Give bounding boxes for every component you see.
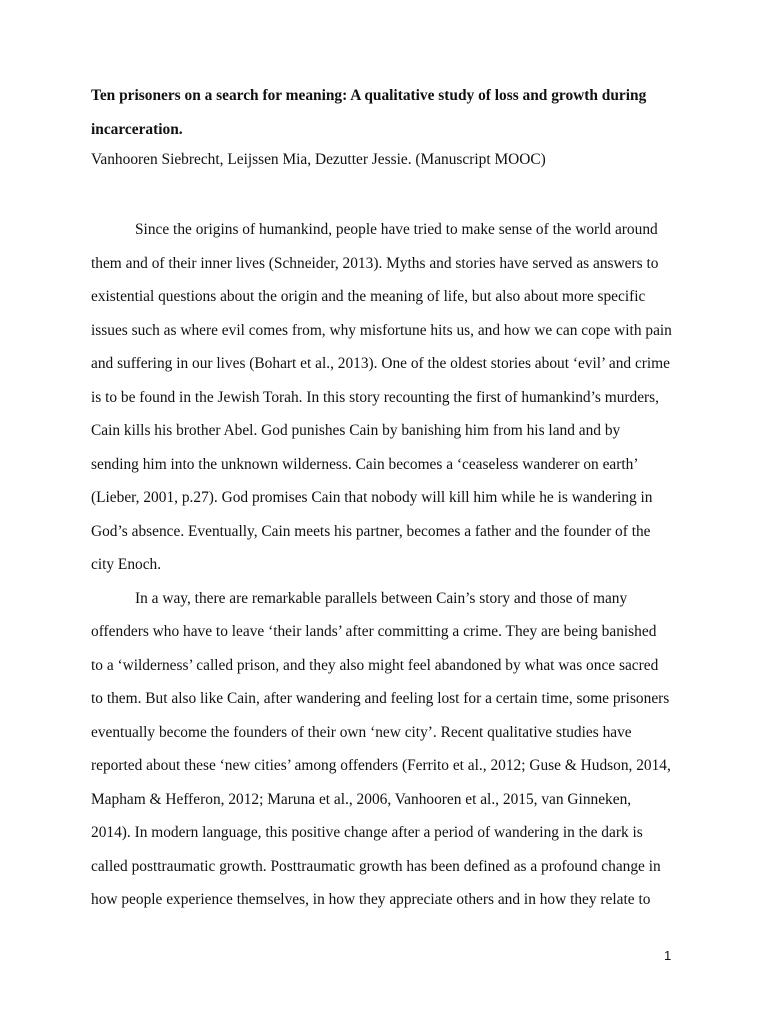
paragraph-2-line: how people experience themselves, in how they appreciate others and in how they relate to — [91, 891, 651, 908]
paragraph-2-line: In a way, there are remarkable parallels between Cain’s story and those of many — [135, 589, 628, 607]
paragraph-1-line: sending him into the unknown wilderness. Cain becomes a ‘ceaseless wanderer on earth’ — [91, 455, 639, 473]
paragraph-1-line: Cain kills his brother Abel. God punishes Cain by banishing him from his land and by — [91, 422, 621, 439]
paragraph-1-line: is to be found in the Jewish Torah. In this story recounting the first of humankind’s murders, — [91, 388, 660, 406]
paragraph-2-line: 2014). In modern language, this positive change after a period of wandering in the dark is — [91, 824, 643, 841]
paragraph-2-line: reported about these ‘new cities’ among offenders (Ferrito et al., 2012; Guse & Hudson, 2014, — [91, 757, 671, 774]
paragraph-1-line: issues such as where evil comes from, why misfortune hits us, and how we can cope with pain — [91, 321, 672, 339]
title-line: Ten prisoners on a search for meaning: A qualitative study of loss and growth during — [91, 87, 647, 104]
paragraph-1-line: Since the origins of humankind, people have tried to make sense of the world around — [135, 221, 658, 238]
paragraph-2-line: offenders who have to leave ‘their lands’ after committing a crime. They are being banished — [91, 623, 657, 640]
document-title — [91, 79, 691, 146]
paragraph-1-line: God’s absence. Eventually, Cain meets his partner, becomes a father and the founder of the — [91, 522, 651, 540]
body-text — [91, 213, 691, 917]
paragraph-1-line: existential questions about the origin and the meaning of life, but also about more specific — [91, 288, 646, 305]
paragraph-1-line: and suffering in our lives (Bohart et al., 2013). One of the oldest stories about ‘evil’ and crime — [91, 355, 670, 372]
paragraph-2-line: called posttraumatic growth. Posttraumatic growth has been defined as a profound change in — [91, 857, 661, 875]
paragraph-2-line: to them. But also like Cain, after wandering and feeling lost for a certain time, some prisoners — [91, 690, 670, 707]
paragraph-2-line: eventually become the founders of their own ‘new city’. Recent qualitative studies have — [91, 723, 632, 741]
paragraph-2-line: to a ‘wilderness’ called prison, and they also might feel abandoned by what was once sacred — [91, 656, 659, 674]
paragraph-1-line: them and of their inner lives (Schneider, 2013). Myths and stories have served as answers to — [91, 254, 659, 272]
authors-line: Vanhooren Siebrecht, Leijssen Mia, Dezutter Jessie. (Manuscript MOOC) — [91, 151, 546, 168]
paragraph-1-line: (Lieber, 2001, p.27). God promises Cain that nobody will kill him while he is wandering in — [91, 489, 653, 506]
paragraph-2-line: Mapham & Hefferon, 2012; Maruna et al., 2006, Vanhooren et al., 2015, van Ginneken, — [91, 790, 632, 808]
page-number: 1 — [664, 948, 672, 963]
paragraph-1-line: city Enoch. — [91, 556, 162, 573]
title-line: incarceration. — [91, 120, 183, 138]
